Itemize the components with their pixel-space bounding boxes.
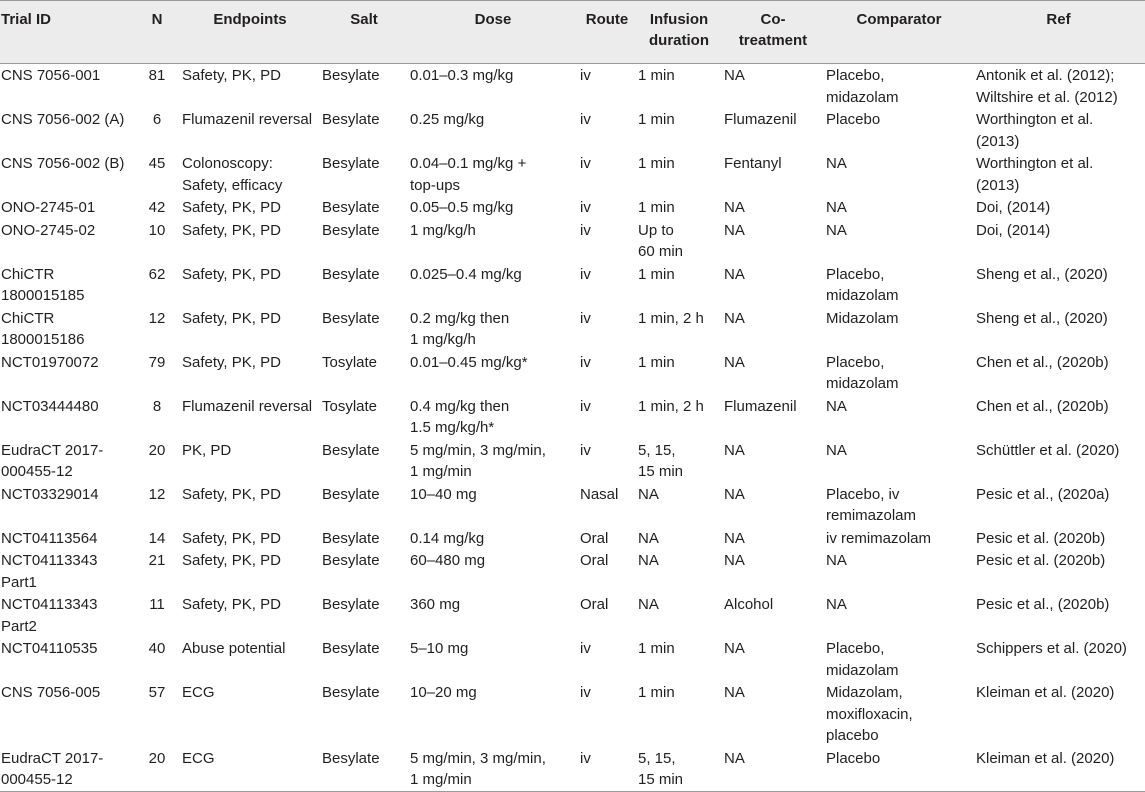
cell-n: 21 xyxy=(148,552,166,569)
cell-trial-id: CNS 7056-002 (B) xyxy=(1,155,125,172)
cell-salt: Besylate xyxy=(322,199,380,216)
cell-n: 79 xyxy=(148,353,166,371)
cell-trial-id: EudraCT 2017- 000455-12 xyxy=(1,441,104,480)
cell-dose: 0.05–0.5 mg/kg xyxy=(410,199,514,216)
cell-co-treatment: NA xyxy=(724,684,745,701)
table-row xyxy=(0,196,1145,219)
cell-dose: 0.14 mg/kg xyxy=(410,529,485,547)
cell-ref: Doi, (2014) xyxy=(976,221,1051,239)
cell-co-treatment: Alcohol xyxy=(724,596,774,613)
cell-dose: 0.01–0.3 mg/kg xyxy=(410,67,514,84)
cell-endpoints: Safety, PK, PD xyxy=(182,221,281,239)
cell-dose: 5 mg/min, 3 mg/min, 1 mg/min xyxy=(410,441,546,480)
header-endpoints: Endpoints xyxy=(213,11,287,28)
cell-trial-id: NCT04110535 xyxy=(1,640,98,657)
header-n: N xyxy=(151,11,163,28)
cell-comparator: Placebo, midazolam xyxy=(826,640,899,679)
cell-infusion-duration: 5, 15, 15 min xyxy=(638,749,684,788)
table-row xyxy=(0,351,1145,395)
cell-trial-id: EudraCT 2017- 000455-12 xyxy=(1,749,104,788)
cell-n: 40 xyxy=(148,640,166,657)
cell-infusion-duration: 1 min xyxy=(638,684,675,701)
cell-co-treatment: NA xyxy=(724,221,745,239)
cell-infusion-duration: NA xyxy=(638,596,659,613)
cell-trial-id: ChiCTR 1800015185 xyxy=(1,265,85,304)
cell-infusion-duration: 5, 15, 15 min xyxy=(638,441,684,480)
cell-route: iv xyxy=(580,353,591,371)
cell-n: 81 xyxy=(148,67,166,84)
cell-route: iv xyxy=(580,640,591,657)
cell-comparator: Placebo, midazolam xyxy=(826,265,899,304)
cell-salt: Besylate xyxy=(322,67,380,84)
cell-infusion-duration: 1 min xyxy=(638,265,675,283)
cell-infusion-duration: Up to 60 min xyxy=(638,221,684,260)
cell-co-treatment: Fentanyl xyxy=(724,155,782,172)
cell-endpoints: ECG xyxy=(182,749,215,767)
cell-trial-id: NCT04113564 xyxy=(1,529,98,547)
cell-co-treatment: NA xyxy=(724,353,745,371)
cell-ref: Sheng et al., (2020) xyxy=(976,309,1108,327)
cell-dose: 5–10 mg xyxy=(410,640,469,657)
cell-infusion-duration: 1 min, 2 h xyxy=(638,309,704,327)
cell-infusion-duration: NA xyxy=(638,529,659,547)
cell-trial-id: ChiCTR 1800015186 xyxy=(1,309,85,348)
cell-salt: Besylate xyxy=(322,749,380,767)
cell-salt: Tosylate xyxy=(322,353,378,371)
cell-salt: Tosylate xyxy=(322,397,378,415)
cell-salt: Besylate xyxy=(322,441,380,459)
cell-comparator: NA xyxy=(826,441,847,459)
cell-co-treatment: NA xyxy=(724,199,745,216)
cell-infusion-duration: 1 min xyxy=(638,67,675,84)
cell-co-treatment: NA xyxy=(724,441,745,459)
cell-endpoints: ECG xyxy=(182,684,215,701)
cell-salt: Besylate xyxy=(322,684,380,701)
cell-ref: Schippers et al. (2020) xyxy=(976,640,1127,657)
cell-route: iv xyxy=(580,441,591,459)
cell-route: Oral xyxy=(580,529,609,547)
cell-n: 11 xyxy=(149,596,165,613)
cell-dose: 0.01–0.45 mg/kg* xyxy=(410,353,528,371)
cell-salt: Besylate xyxy=(322,265,380,283)
cell-route: iv xyxy=(580,111,591,128)
cell-endpoints: Flumazenil reversal xyxy=(182,111,313,128)
cell-comparator: NA xyxy=(826,199,847,216)
table-row xyxy=(0,439,1145,483)
cell-ref: Chen et al., (2020b) xyxy=(976,397,1109,415)
cell-route: Oral xyxy=(580,552,609,569)
cell-route: iv xyxy=(580,749,591,767)
cell-infusion-duration: 1 min xyxy=(638,640,675,657)
cell-co-treatment: NA xyxy=(724,309,745,327)
cell-salt: Besylate xyxy=(322,309,380,327)
cell-comparator: NA xyxy=(826,596,847,613)
cell-comparator: NA xyxy=(826,552,847,569)
table-row xyxy=(0,483,1145,527)
cell-ref: Sheng et al., (2020) xyxy=(976,265,1108,283)
table-row xyxy=(0,64,1145,109)
cell-trial-id: CNS 7056-001 xyxy=(1,67,101,84)
cell-route: iv xyxy=(580,265,591,283)
cell-n: 45 xyxy=(148,155,166,172)
cell-co-treatment: Flumazenil xyxy=(724,397,797,415)
cell-salt: Besylate xyxy=(322,111,380,128)
cell-infusion-duration: 1 min xyxy=(638,111,675,128)
cell-endpoints: Safety, PK, PD xyxy=(182,552,281,569)
cell-salt: Besylate xyxy=(322,485,380,503)
cell-n: 12 xyxy=(148,485,166,503)
cell-dose: 10–40 mg xyxy=(410,485,477,503)
table-row xyxy=(0,549,1145,593)
cell-comparator: Placebo, midazolam xyxy=(826,353,899,392)
table-row xyxy=(0,681,1145,747)
cell-n: 20 xyxy=(148,749,166,767)
cell-salt: Besylate xyxy=(322,221,380,239)
cell-dose: 60–480 mg xyxy=(410,552,486,569)
cell-comparator: NA xyxy=(826,155,847,172)
table-row xyxy=(0,263,1145,307)
cell-trial-id: CNS 7056-005 xyxy=(1,684,101,701)
cell-comparator: Placebo xyxy=(826,749,881,767)
cell-route: iv xyxy=(580,397,591,415)
cell-comparator: iv remimazolam xyxy=(826,529,932,547)
cell-endpoints: Safety, PK, PD xyxy=(182,529,281,547)
cell-salt: Besylate xyxy=(322,529,380,547)
cell-trial-id: ONO-2745-02 xyxy=(1,221,96,239)
cell-route: Nasal xyxy=(580,485,619,503)
cell-route: iv xyxy=(580,221,591,239)
cell-ref: Chen et al., (2020b) xyxy=(976,353,1109,371)
cell-infusion-duration: 1 min xyxy=(638,353,675,371)
header-comparator: Comparator xyxy=(856,11,942,28)
cell-route: iv xyxy=(580,309,591,327)
cell-endpoints: Safety, PK, PD xyxy=(182,485,281,503)
cell-ref: Worthington et al. (2013) xyxy=(976,111,1094,150)
cell-co-treatment: NA xyxy=(724,749,745,767)
cell-ref: Kleiman et al. (2020) xyxy=(976,749,1115,767)
cell-infusion-duration: 1 min xyxy=(638,199,675,216)
cell-trial-id: NCT01970072 xyxy=(1,353,99,371)
cell-n: 6 xyxy=(152,111,162,128)
cell-co-treatment: Flumazenil xyxy=(724,111,797,128)
header-salt: Salt xyxy=(350,11,378,28)
cell-endpoints: Safety, PK, PD xyxy=(182,265,281,283)
cell-route: iv xyxy=(580,155,591,172)
cell-n: 12 xyxy=(148,309,166,327)
table-row xyxy=(0,527,1145,550)
cell-endpoints: Flumazenil reversal xyxy=(182,397,313,415)
table-row xyxy=(0,219,1145,263)
cell-n: 10 xyxy=(148,221,166,239)
cell-comparator: Placebo, midazolam xyxy=(826,67,899,106)
cell-salt: Besylate xyxy=(322,552,380,569)
cell-n: 42 xyxy=(148,199,166,216)
header-dose: Dose xyxy=(474,11,512,28)
cell-salt: Besylate xyxy=(322,640,380,657)
cell-trial-id: NCT04113343 Part2 xyxy=(1,596,98,635)
cell-co-treatment: NA xyxy=(724,640,745,657)
cell-trial-id: NCT04113343 Part1 xyxy=(1,552,98,591)
header-co-treatment: Co- treatment xyxy=(738,11,808,49)
cell-dose: 5 mg/min, 3 mg/min, 1 mg/min xyxy=(410,749,546,788)
header-route: Route xyxy=(585,11,629,28)
cell-dose: 1 mg/kg/h xyxy=(410,221,476,239)
cell-route: iv xyxy=(580,199,591,216)
cell-comparator: Midazolam, moxifloxacin, placebo xyxy=(826,684,913,744)
cell-salt: Besylate xyxy=(322,155,380,172)
cell-endpoints: Safety, PK, PD xyxy=(182,199,281,216)
cell-trial-id: ONO-2745-01 xyxy=(1,199,96,216)
cell-comparator: Midazolam xyxy=(826,309,899,327)
table-row xyxy=(0,108,1145,152)
cell-trial-id: NCT03329014 xyxy=(1,485,99,503)
cell-co-treatment: NA xyxy=(724,67,745,84)
cell-route: Oral xyxy=(580,596,609,613)
table-row xyxy=(0,593,1145,637)
cell-dose: 10–20 mg xyxy=(410,684,477,701)
cell-infusion-duration: 1 min, 2 h xyxy=(638,397,704,415)
cell-co-treatment: NA xyxy=(724,485,745,503)
cell-n: 62 xyxy=(148,265,166,283)
cell-salt: Besylate xyxy=(322,596,380,613)
cell-ref: Antonik et al. (2012); Wiltshire et al. (2012) xyxy=(976,67,1118,106)
cell-route: iv xyxy=(580,67,591,84)
cell-ref: Pesic et al., (2020a) xyxy=(976,485,1110,503)
cell-comparator: NA xyxy=(826,221,847,239)
cell-ref: Pesic et al. (2020b) xyxy=(976,529,1106,547)
table-row xyxy=(0,307,1145,351)
cell-endpoints: Colonoscopy: Safety, efficacy xyxy=(182,155,283,194)
cell-infusion-duration: NA xyxy=(638,485,659,503)
cell-trial-id: NCT03444480 xyxy=(1,397,99,415)
header-ref: Ref xyxy=(1046,11,1071,28)
cell-endpoints: Abuse potential xyxy=(182,640,286,657)
table-row xyxy=(0,395,1145,439)
cell-co-treatment: NA xyxy=(724,265,745,283)
cell-ref: Pesic et al. (2020b) xyxy=(976,552,1106,569)
header-row xyxy=(0,1,1145,64)
cell-endpoints: Safety, PK, PD xyxy=(182,353,281,371)
cell-infusion-duration: 1 min xyxy=(638,155,675,172)
cell-endpoints: Safety, PK, PD xyxy=(182,309,281,327)
cell-endpoints: Safety, PK, PD xyxy=(182,596,281,613)
cell-infusion-duration: NA xyxy=(638,552,659,569)
cell-dose: 0.2 mg/kg then 1 mg/kg/h xyxy=(410,309,510,348)
cell-ref: Doi, (2014) xyxy=(976,199,1051,216)
table-body xyxy=(0,64,1145,792)
cell-n: 57 xyxy=(148,684,166,701)
cell-n: 20 xyxy=(148,441,166,459)
cell-dose: 0.04–0.1 mg/kg + top-ups xyxy=(410,155,527,194)
cell-dose: 0.025–0.4 mg/kg xyxy=(410,265,522,283)
header-infusion-duration: Infusion duration xyxy=(649,11,709,49)
cell-n: 14 xyxy=(148,529,166,547)
cell-co-treatment: NA xyxy=(724,529,745,547)
table-row xyxy=(0,747,1145,792)
cell-ref: Kleiman et al. (2020) xyxy=(976,684,1115,701)
cell-n: 8 xyxy=(152,397,162,415)
cell-route: iv xyxy=(580,684,591,701)
cell-comparator: NA xyxy=(826,397,847,415)
cell-dose: 0.4 mg/kg then 1.5 mg/kg/h* xyxy=(410,397,510,436)
cell-endpoints: PK, PD xyxy=(182,441,232,459)
table-row xyxy=(0,637,1145,681)
cell-ref: Pesic et al., (2020b) xyxy=(976,596,1110,613)
cell-ref: Schüttler et al. (2020) xyxy=(976,441,1120,459)
cell-dose: 360 mg xyxy=(410,596,461,613)
cell-comparator: Placebo, iv remimazolam xyxy=(826,485,917,524)
cell-comparator: Placebo xyxy=(826,111,881,128)
table-row xyxy=(0,152,1145,196)
cell-co-treatment: NA xyxy=(724,552,745,569)
cell-ref: Worthington et al. (2013) xyxy=(976,155,1094,194)
cell-dose: 0.25 mg/kg xyxy=(410,111,485,128)
cell-trial-id: CNS 7056-002 (A) xyxy=(1,111,125,128)
cell-endpoints: Safety, PK, PD xyxy=(182,67,281,84)
header-trial-id: Trial ID xyxy=(1,11,52,28)
